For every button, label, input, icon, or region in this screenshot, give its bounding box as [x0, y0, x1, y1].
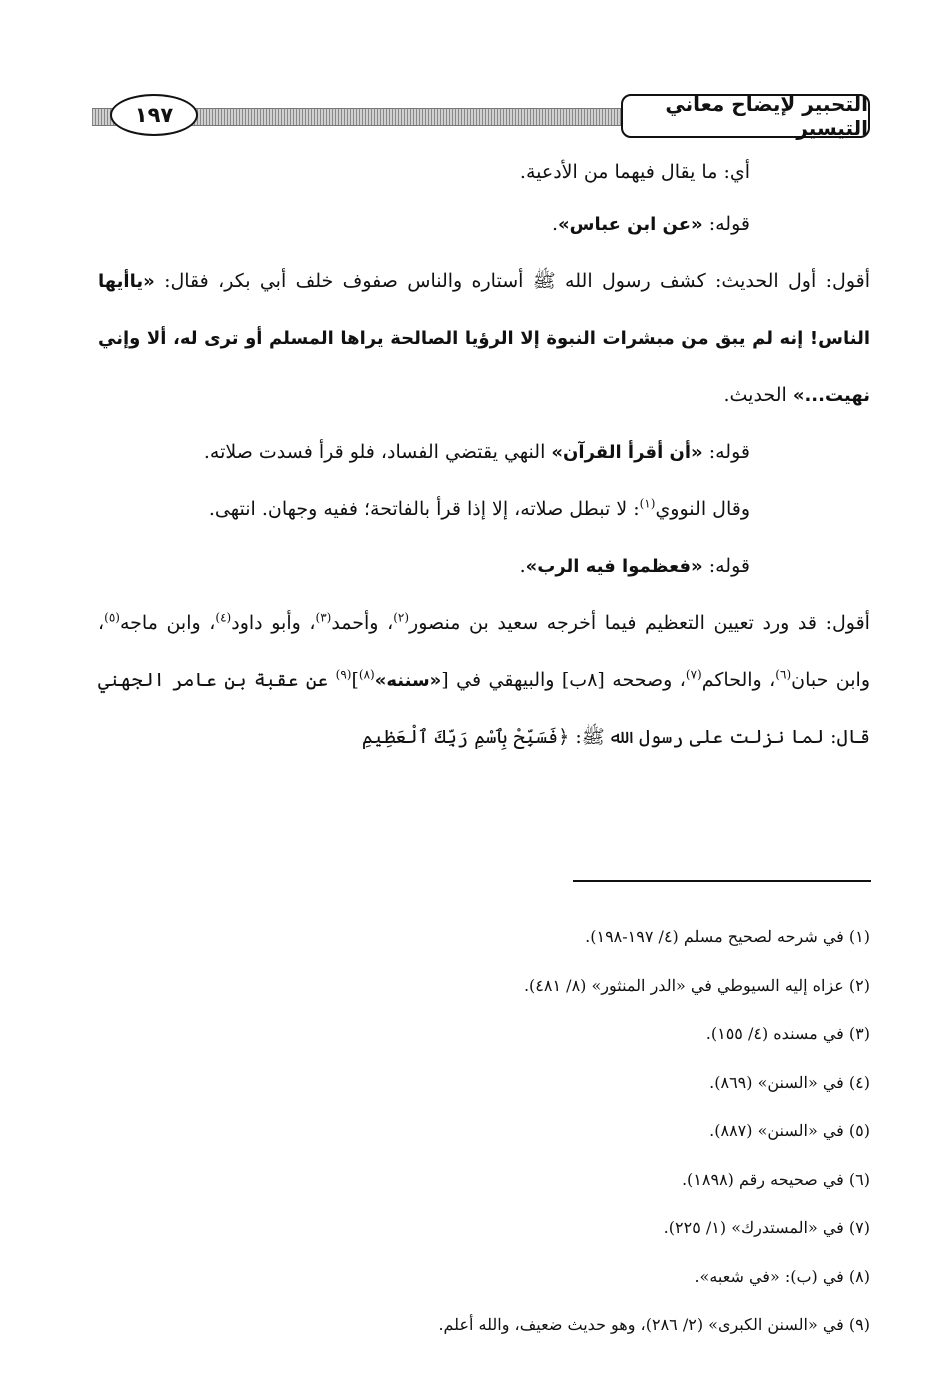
paragraph-1: أي: ما يقال فيهما من الأدعية. [519, 161, 750, 183]
paragraph-4: قوله: «أن أقرأ القرآن» النهي يقتضي الفساد، فلو قرأ فسدت صلاته. [203, 441, 750, 463]
footnote: (٣) في مسنده (٤/ ١٥٥). [705, 1024, 870, 1043]
footnote-ref: (٩) [335, 667, 352, 682]
main-text [98, 148, 870, 766]
footnote-ref: (٦) [775, 667, 792, 682]
footnote-ref: (٨) [358, 667, 375, 682]
footnote-ref: (٢) [393, 610, 410, 625]
quoted-phrase: «أن أقرأ القرآن» [551, 442, 703, 463]
footnote-ref: (٧) [685, 667, 702, 682]
page-number: ١٩٧ [110, 94, 198, 136]
footnote: (٥) في «السنن» (٨٨٧). [709, 1121, 870, 1140]
footnote-separator [573, 880, 871, 882]
footnote: (٤) في «السنن» (٨٦٩). [709, 1072, 870, 1092]
quoted-title: «سننه» [374, 670, 442, 691]
paragraph-7: أقول: قد ورد تعيين التعظيم فيما أخرجه سعيد بن منصور$^{(٢)}$، وأحمد$^{(٣)}$، وأبو داود$^{(٤)}$، وابن ماجه$^{(٥)}$، وابن حبان$^{(٦)}$، والحاكم$^{(٧)}$، وصححه [٨ب] والبيهقي في [«سننه»$^{(٨)}$]$^{(٩)}$ عن عقبة بن عامر الجهني قال: لما نزلت على رسول الله ﷺ: ﴿فَسَبِّحْ بِٱسْمِ رَبِّكَ ٱلْعَظِيمِ [98, 610, 870, 748]
footnote-ref: (٤) [215, 610, 232, 625]
footnote-ref: (٣) [315, 610, 332, 625]
footnote-ref: (٥) [104, 610, 120, 625]
footnote: (٢) عزاه إليه السيوطي في «الدر المنثور» (٨/ ٤٨١). [523, 975, 870, 995]
footnote-ref: (١) [639, 496, 656, 511]
quoted-hadith: «ياأيها الناس! إنه لم يبق من مبشرات النبوة إلا الرؤيا الصالحة يراها المسلم أو ترى له، ألا وإني نهيت...» [98, 271, 870, 406]
quoted-phrase: «عن ابن عباس» [558, 214, 703, 235]
footnote: (٨) في (ب): «في شعبه». [694, 1266, 870, 1286]
page-header [92, 92, 870, 142]
footnotes-list [98, 913, 870, 1350]
paragraph-3: أقول: أول الحديث: كشف رسول الله ﷺ أستاره والناس صفوف خلف أبي بكر، فقال: «ياأيها الناس! إنه لم يبق من مبشرات النبوة إلا الرؤيا الصالحة يراها المسلم أو ترى له، ألا وإني نهيت...» الحديث. [98, 270, 870, 406]
footnote: (٦) في صحيحه رقم (١٨٩٨). [681, 1169, 870, 1189]
paragraph-2: قوله: «عن ابن عباس». [551, 213, 750, 235]
paragraph-6: قوله: «فعظموا فيه الرب». [519, 555, 750, 577]
footnote: (٧) في «المستدرك» (١/ ٢٢٥). [663, 1218, 870, 1237]
footnote: (١) في شرحه لصحيح مسلم (٤/ ١٩٧-١٩٨). [585, 927, 870, 946]
book-title: التحبير لإيضاح معاني التيسير [621, 94, 870, 138]
footnote: (٩) في «السنن الكبرى» (٢/ ٢٨٦)، وهو حديث ضعيف، والله أعلم. [438, 1315, 870, 1334]
quoted-phrase: «فعظموا فيه الرب» [525, 556, 703, 577]
paragraph-5: وقال النووي$^{(١)}$: لا تبطل صلاته، إلا إذا قرأ بالفاتحة؛ ففيه وجهان. انتهى. [208, 496, 750, 520]
